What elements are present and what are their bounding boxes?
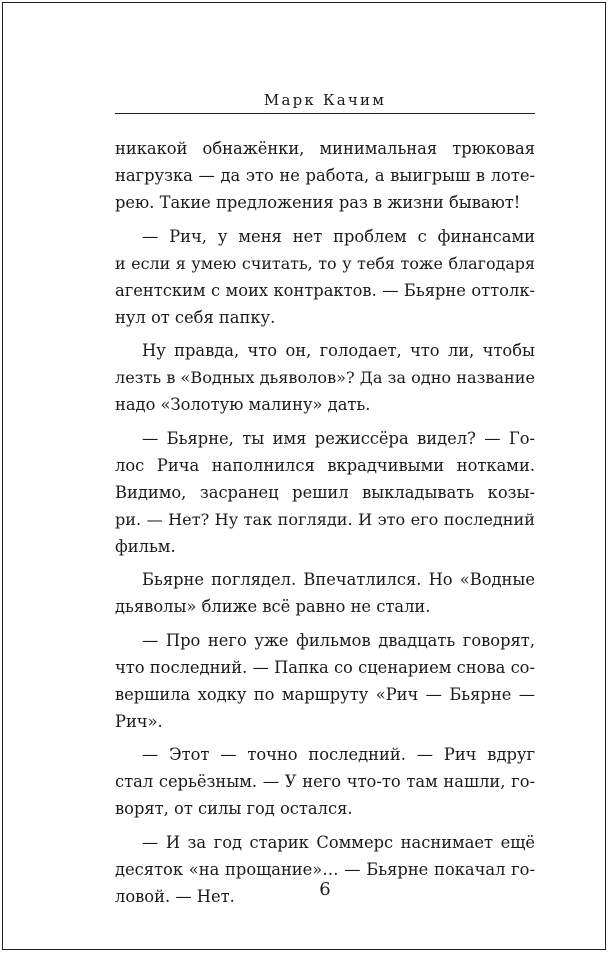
text-line: дьяволы» ближе всё равно не стали. bbox=[115, 597, 431, 616]
text-line: лос Рича наполнился вкрадчивыми нотками. bbox=[115, 455, 535, 475]
text-line: ри. — Нет? Ну так погляди. И это его последний bbox=[115, 509, 535, 529]
text-line: нул от себя папку. bbox=[115, 307, 276, 327]
text-line: и если я умею считать, то у тебя тоже благодаря bbox=[115, 253, 535, 273]
text-line: рею. Такие предложения раз в жизни бывают! bbox=[115, 193, 521, 212]
text-line: Видимо, засранец решил выкладывать козы- bbox=[115, 482, 535, 502]
text-line: надо «Золотую малину» дать. bbox=[115, 395, 371, 414]
text-line: лезть в «Водных дьяволов»? Да за одно название bbox=[115, 368, 535, 387]
text-line: ловой. — Нет. bbox=[115, 886, 235, 906]
paragraph bbox=[115, 566, 535, 620]
paragraph bbox=[115, 627, 535, 735]
text-line: Ну правда, что он, голодает, что ли, чтобы bbox=[142, 341, 535, 360]
body-text bbox=[115, 135, 535, 916]
text-line: вершила ходку по маршруту «Рич — Бьярне — bbox=[115, 684, 535, 704]
text-line: ворят, от силы год остался. bbox=[115, 799, 353, 818]
text-line: что последний. — Папка со сценарием снова со- bbox=[115, 657, 535, 677]
text-line: — Про него уже фильмов двадцать говорят, bbox=[142, 630, 535, 650]
text-line: — Рич, у меня нет проблем с финансами bbox=[142, 226, 535, 246]
header-rule bbox=[115, 113, 535, 114]
text-line: — Этот — точно последний. — Рич вдруг bbox=[142, 745, 535, 764]
paragraph bbox=[115, 223, 535, 331]
text-line: — И за год старик Соммерс наснимает ещё bbox=[142, 832, 535, 852]
text-line: Рич». bbox=[115, 711, 163, 731]
text-line: фильм. bbox=[115, 536, 176, 556]
text-line: никакой обнажёнки, минимальная трюковая bbox=[115, 139, 535, 158]
text-line: десяток «на прощание»… — Бьярне покачал го- bbox=[115, 859, 535, 879]
text-line: нагрузка — да это не работа, а выигрыш в лоте- bbox=[115, 166, 535, 185]
paragraph bbox=[115, 425, 535, 560]
text-line: — Бьярне, ты имя режиссёра видел? — Го- bbox=[142, 428, 535, 448]
running-head-author: Марк Качим bbox=[263, 91, 387, 109]
text-line: агентским с моих контрактов. — Бьярне оттолк- bbox=[115, 280, 535, 300]
text-line: стал серьёзным. — У него что-то там нашли, го- bbox=[115, 772, 535, 791]
paragraph bbox=[115, 337, 535, 418]
page-number: 6 bbox=[319, 879, 331, 900]
text-line: Бьярне поглядел. Впечатлился. Но «Водные bbox=[142, 570, 535, 589]
paragraph bbox=[115, 741, 535, 822]
paragraph bbox=[115, 135, 535, 216]
